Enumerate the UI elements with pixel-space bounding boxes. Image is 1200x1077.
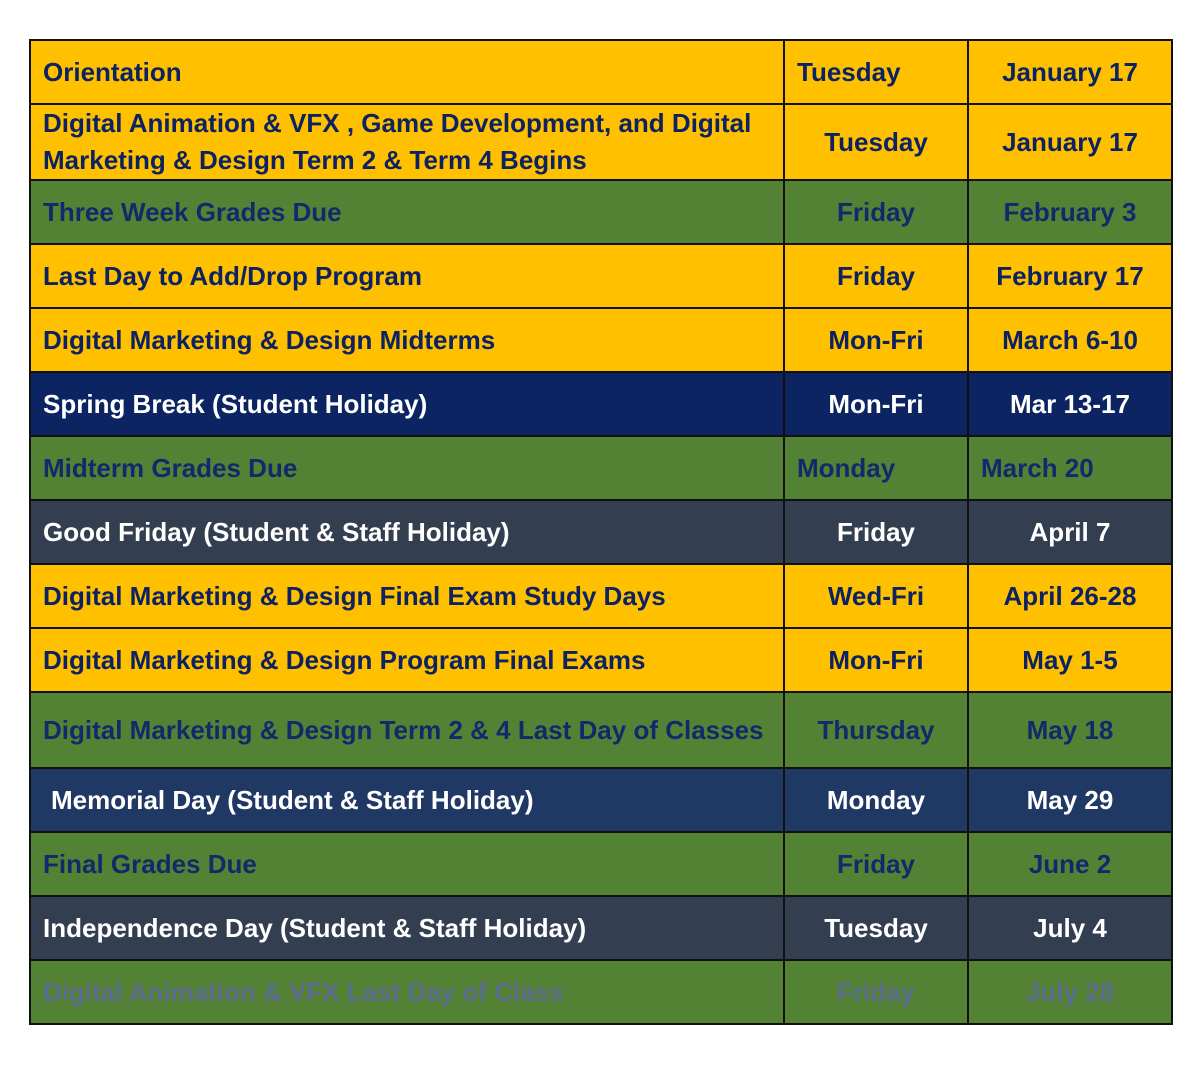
date-cell: May 1-5 bbox=[968, 628, 1172, 692]
date-cell: July 4 bbox=[968, 896, 1172, 960]
table-row bbox=[30, 564, 1172, 628]
event-cell: Spring Break (Student Holiday) bbox=[30, 372, 784, 436]
event-cell: Final Grades Due bbox=[30, 832, 784, 896]
table-row bbox=[30, 244, 1172, 308]
table-row bbox=[30, 768, 1172, 832]
event-cell: Independence Day (Student & Staff Holiday) bbox=[30, 896, 784, 960]
table-row bbox=[30, 436, 1172, 500]
day-cell: Mon-Fri bbox=[784, 628, 968, 692]
date-cell: April 7 bbox=[968, 500, 1172, 564]
table-row bbox=[30, 960, 1172, 1024]
day-cell: Tuesday bbox=[784, 40, 968, 104]
date-cell: February 17 bbox=[968, 244, 1172, 308]
day-cell: Monday bbox=[784, 768, 968, 832]
day-cell: Friday bbox=[784, 244, 968, 308]
table-row bbox=[30, 308, 1172, 372]
date-cell: March 6-10 bbox=[968, 308, 1172, 372]
event-cell: Digital Marketing & Design Term 2 & 4 Last Day of Classes bbox=[30, 692, 784, 768]
event-cell: Orientation bbox=[30, 40, 784, 104]
event-cell: Digital Marketing & Design Final Exam Study Days bbox=[30, 564, 784, 628]
table-row bbox=[30, 692, 1172, 768]
date-cell: April 26-28 bbox=[968, 564, 1172, 628]
day-cell: Mon-Fri bbox=[784, 308, 968, 372]
event-cell: Three Week Grades Due bbox=[30, 180, 784, 244]
table-row bbox=[30, 40, 1172, 104]
date-cell: January 17 bbox=[968, 104, 1172, 180]
table-row bbox=[30, 180, 1172, 244]
table-row bbox=[30, 628, 1172, 692]
event-cell: Last Day to Add/Drop Program bbox=[30, 244, 784, 308]
event-cell: Digital Marketing & Design Midterms bbox=[30, 308, 784, 372]
day-cell: Mon-Fri bbox=[784, 372, 968, 436]
date-cell: March 20 bbox=[968, 436, 1172, 500]
event-cell: Digital Animation & VFX , Game Development, and Digital Marketing & Design Term 2 & Term 4 Begins bbox=[30, 104, 784, 180]
day-cell: Friday bbox=[784, 180, 968, 244]
day-cell: Tuesday bbox=[784, 896, 968, 960]
date-cell: May 18 bbox=[968, 692, 1172, 768]
day-cell: Wed-Fri bbox=[784, 564, 968, 628]
event-cell: Digital Marketing & Design Program Final Exams bbox=[30, 628, 784, 692]
event-cell: Memorial Day (Student & Staff Holiday) bbox=[30, 768, 784, 832]
date-cell: January 17 bbox=[968, 40, 1172, 104]
date-cell: Mar 13-17 bbox=[968, 372, 1172, 436]
academic-calendar-table bbox=[29, 39, 1173, 1025]
date-cell: February 3 bbox=[968, 180, 1172, 244]
date-cell: July 28 bbox=[968, 960, 1172, 1024]
event-cell: Good Friday (Student & Staff Holiday) bbox=[30, 500, 784, 564]
day-cell: Friday bbox=[784, 960, 968, 1024]
date-cell: May 29 bbox=[968, 768, 1172, 832]
table-row bbox=[30, 372, 1172, 436]
table-row bbox=[30, 104, 1172, 180]
day-cell: Thursday bbox=[784, 692, 968, 768]
table-row bbox=[30, 832, 1172, 896]
date-cell: June 2 bbox=[968, 832, 1172, 896]
day-cell: Friday bbox=[784, 832, 968, 896]
event-cell: Digital Animation & VFX Last Day of Class bbox=[30, 960, 784, 1024]
day-cell: Friday bbox=[784, 500, 968, 564]
table-row bbox=[30, 896, 1172, 960]
day-cell: Monday bbox=[784, 436, 968, 500]
day-cell: Tuesday bbox=[784, 104, 968, 180]
event-cell: Midterm Grades Due bbox=[30, 436, 784, 500]
table-row bbox=[30, 500, 1172, 564]
